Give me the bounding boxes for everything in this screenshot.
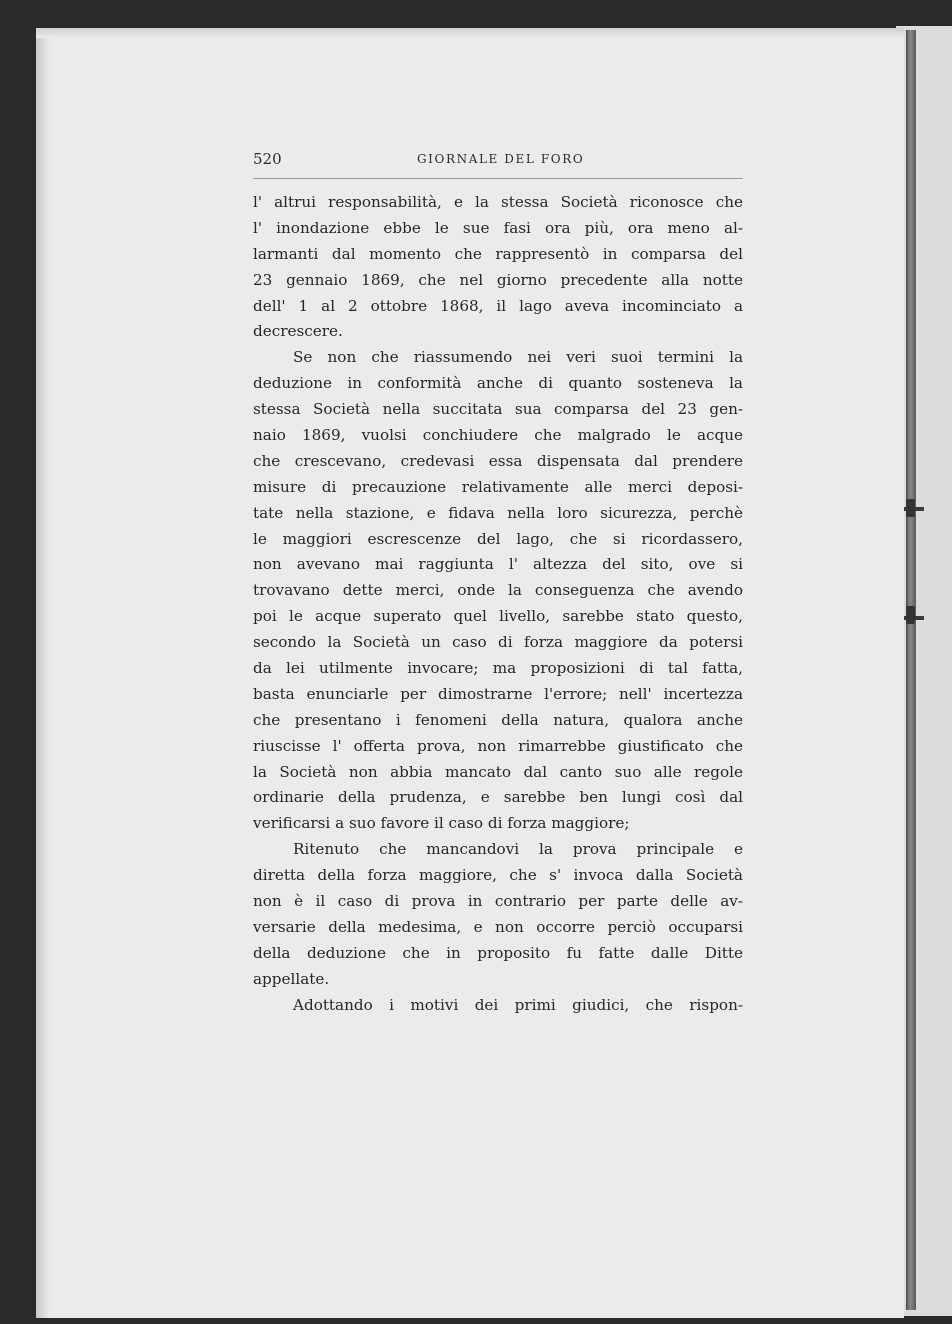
page-header [253,150,743,174]
text-line: che presentano i fenomeni della natura, qualora anche [253,710,743,729]
text-line: Adottando i motivi dei primi giudici, che rispon- [293,995,743,1014]
page-number: 520 [253,150,282,168]
text-line: dell' 1 al 2 ottobre 1868, il lago aveva incominciato a [253,296,743,315]
text-line: la Società non abbia mancato dal canto suo alle regole [253,762,743,781]
text-line: basta enunciarle per dimostrarne l'errore; nell' incertezza [253,684,743,703]
text-line: le maggiori escrescenze del lago, che si ricordassero, [253,529,743,548]
text-line: ordinarie della prudenza, e sarebbe ben lungi così dal [253,788,743,807]
running-head: GIORNALE DEL FORO [417,152,585,166]
text-line: deduzione in conformità anche di quanto sosteneva la [253,374,743,393]
text-line: 23 gennaio 1869, che nel giorno precedente alla notte [253,270,743,289]
text-line: larmanti dal momento che rappresentò in comparsa del [253,244,743,263]
text-line: tate nella stazione, e fidava nella loro sicurezza, perchè [253,503,743,522]
text-line: naio 1869, vuolsi conchiudere che malgrado le acque [253,426,743,445]
text-line: misure di precauzione relativamente alle merci deposi- [253,477,743,496]
binding-stitch [906,606,915,624]
binding-stitch [906,499,915,517]
text-line: versarie della medesima, e non occorre perciò occuparsi [253,917,743,936]
paragraph [253,837,743,992]
paragraph [253,993,743,1019]
text-line: stessa Società nella succitata sua comparsa del 23 gen- [253,400,743,419]
text-line: diretta della forza maggiore, che s' invoca dalla Società [253,866,743,885]
text-line: l' inondazione ebbe le sue fasi ora più, ora meno al- [253,218,743,237]
text-line: Se non che riassumendo nei veri suoi termini la [293,348,743,367]
text-line: l' altrui responsabilità, e la stessa Società riconosce che [253,193,743,211]
text-line: non avevano mai raggiunta l' altezza del sito, ove si [253,555,743,574]
text-line: poi le acque superato quel livello, sarebbe stato questo, [253,607,743,626]
body-text [253,190,743,1019]
text-line: della deduzione che in proposito fu fatte dalle Ditte [253,943,743,962]
text-line: verificarsi a suo favore il caso di forza maggiore; [253,814,630,833]
text-line: Ritenuto che mancandovi la prova principale e [293,840,743,859]
text-line: da lei utilmente invocare; ma proposizioni di tal fatta, [253,659,743,678]
text-line: che crescevano, credevasi essa dispensata dal prendere [253,451,743,470]
text-line: riuscisse l' offerta prova, non rimarrebbe giustificato che [253,736,743,755]
text-line: appellate. [253,969,330,988]
adjacent-page-edge [896,26,952,1316]
paragraph [253,190,743,345]
text-line: non è il caso di prova in contrario per parte delle av- [253,892,743,911]
text-line: secondo la Società un caso di forza maggiore da potersi [253,633,743,652]
text-line: trovavano dette merci, onde la conseguenza che avendo [253,581,743,600]
paragraph [253,345,743,837]
text-line: decrescere. [253,322,343,341]
page-gutter [906,30,916,1310]
header-rule [253,178,743,179]
page-shadow [36,28,50,1318]
page-shadow [36,28,904,38]
